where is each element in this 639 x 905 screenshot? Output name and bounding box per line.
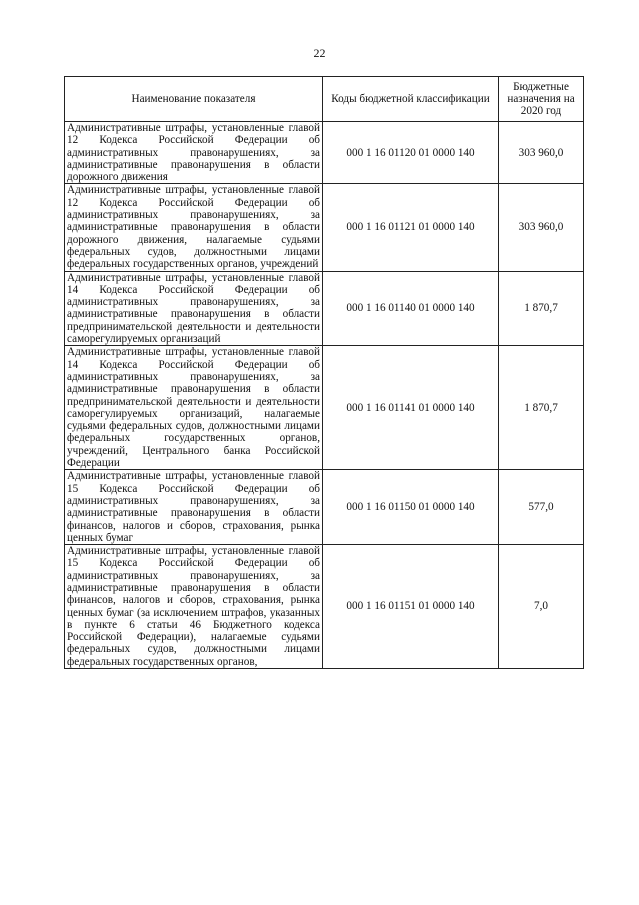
row-code: 000 1 16 01151 01 0000 140	[323, 545, 499, 669]
row-amount: 303 960,0	[499, 122, 584, 184]
row-amount: 7,0	[499, 545, 584, 669]
table-row	[65, 346, 584, 470]
row-name: Административные штрафы, установленные главой 12 Кодекса Российской Федерации об административных правонарушениях, за административные правонарушения в области дорожного движения, налагаемые судьями федеральных судов, должностными лицами федеральных государственных органов, учреждений	[65, 184, 323, 271]
row-code: 000 1 16 01150 01 0000 140	[323, 470, 499, 545]
table-row	[65, 184, 584, 271]
row-name: Административные штрафы, установленные главой 15 Кодекса Российской Федерации об административных правонарушениях, за административные правонарушения в области финансов, налогов и сборов, страхования, рынка ценных бумаг	[65, 470, 323, 545]
row-code: 000 1 16 01141 01 0000 140	[323, 346, 499, 470]
budget-table	[64, 76, 584, 669]
table-row	[65, 271, 584, 346]
row-name: Административные штрафы, установленные главой 14 Кодекса Российской Федерации об административных правонарушениях, за административные правонарушения в области предпринимательской деятельности и деятельности саморегулируемых организаций, налагаемые судьями федеральных судов, должностными лицами федеральных государственных органов, учреждений, Центрального банка Российской Федерации	[65, 346, 323, 470]
header-amount: Бюджетные назначения на 2020 год	[499, 77, 584, 122]
table-row	[65, 545, 584, 669]
row-amount: 1 870,7	[499, 271, 584, 346]
page-number: 22	[313, 46, 326, 60]
header-code: Коды бюджетной классификации	[323, 77, 499, 122]
table-row	[65, 122, 584, 184]
row-amount: 577,0	[499, 470, 584, 545]
row-code: 000 1 16 01140 01 0000 140	[323, 271, 499, 346]
row-name: Административные штрафы, установленные главой 12 Кодекса Российской Федерации об административных правонарушениях, за административные правонарушения в области дорожного движения	[65, 122, 323, 184]
table-header-row	[65, 77, 584, 122]
header-name: Наименование показателя	[65, 77, 323, 122]
row-amount: 1 870,7	[499, 346, 584, 470]
row-name: Административные штрафы, установленные главой 15 Кодекса Российской Федерации об административных правонарушениях, за административные правонарушения в области финансов, налогов и сборов, страхования, рынка ценных бумаг (за исключением штрафов, указанных в пункте 6 статьи 46 Бюджетного кодекса Российской Федерации), налагаемые судьями федеральных судов, должностными лицами федеральных государственных органов,	[65, 545, 323, 669]
row-amount: 303 960,0	[499, 184, 584, 271]
table-row	[65, 470, 584, 545]
row-code: 000 1 16 01120 01 0000 140	[323, 122, 499, 184]
row-code: 000 1 16 01121 01 0000 140	[323, 184, 499, 271]
row-name: Административные штрафы, установленные главой 14 Кодекса Российской Федерации об административных правонарушениях, за административные правонарушения в области предпринимательской деятельности и деятельности саморегулируемых организаций	[65, 271, 323, 346]
